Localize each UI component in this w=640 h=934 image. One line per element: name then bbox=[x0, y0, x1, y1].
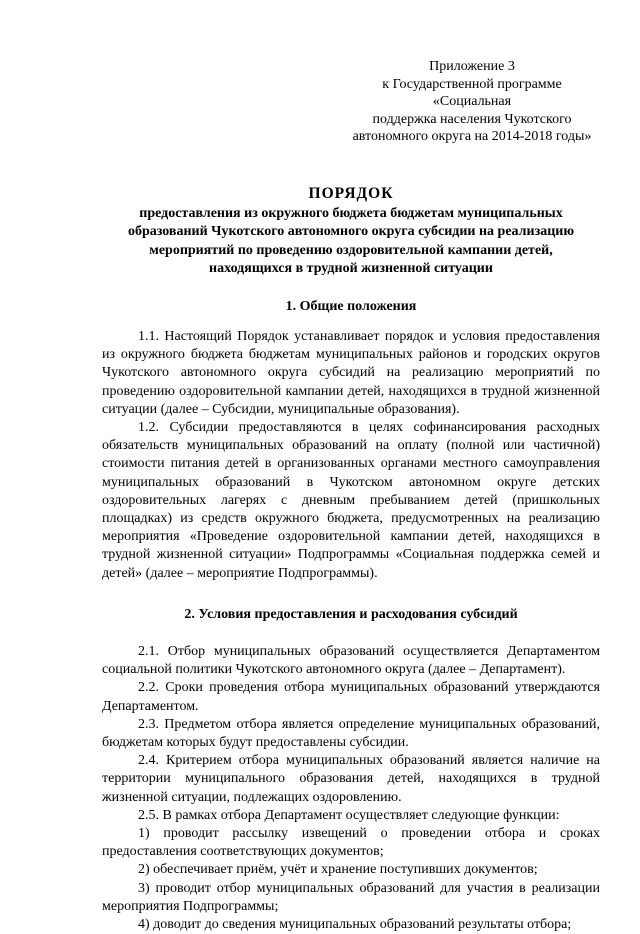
paragraph-1-1: 1.1. Настоящий Порядок устанавливает порядок и условия предоставления из окружного бюджета бюджетам муниципальных районов и городских округов Чукотского автономного округа субсидий на реализацию мероприятий по проведению оздоровительной кампании детей, находящихся в трудной жизненной ситуации (далее – Субсидии, муниципальные образования). bbox=[102, 328, 600, 417]
document-title: ПОРЯДОК bbox=[308, 184, 394, 202]
paragraph-2-1: 2.1. Отбор муниципальных образований осуществляется Департаментом социальной политики Чукотского автономного округа (далее – Департамент). bbox=[102, 643, 600, 678]
paragraph-2-2: 2.2. Сроки проведения отбора муниципальных образований утверждаются Департаментом. bbox=[102, 680, 600, 714]
appendix-line: к Государственной программе «Социальная bbox=[382, 76, 562, 109]
subtitle-line: предоставления из окружного бюджета бюджетам муниципальных bbox=[139, 205, 563, 221]
list-item-3: 3) проводит отбор муниципальных образований для участия в реализации мероприятия Подпрограммы; bbox=[102, 880, 600, 914]
subtitle-line: образований Чукотского автономного округа субсидии на реализацию bbox=[127, 224, 575, 240]
section-heading-conditions: 2. Условия предоставления и расходования субсидий bbox=[184, 606, 518, 622]
list-item-4: 4) доводит до сведения муниципальных образований результаты отбора; bbox=[138, 917, 572, 932]
appendix-line: поддержка населения Чукотского bbox=[372, 111, 572, 127]
paragraph-2-3: 2.3. Предметом отбора является определение муниципальных образований, бюджетам которых будут предоставлены субсидии. bbox=[102, 716, 600, 750]
paragraph-2-4: 2.4. Критерием отбора муниципальных образований является наличие на территории муниципального образования детей, находящихся в трудной жизненной ситуации, подлежащих оздоровлению. bbox=[102, 753, 600, 805]
section-heading-general: 1. Общие положения bbox=[285, 298, 417, 314]
subtitle-line: мероприятий по проведению оздоровительной кампании детей, bbox=[149, 242, 553, 258]
paragraph-1-2: 1.2. Субсидии предоставляются в целях софинансирования расходных обязательств муниципальных образований на оплату (полной или частичной) стоимости питания детей в организованных органами местного самоуправления муниципальных образований в Чукотском автономном округе детских оздоровительных лагерях с дневным пребыванием детей (пришкольных площадках) из средств окружного бюджета, предусмотренных на реализацию мероприятия «Проведение оздоровительной кампании детей, находящихся в трудной жизненной ситуации» Подпрограммы «Социальная поддержка семей и детей» (далее – мероприятие Подпрограммы). bbox=[102, 419, 600, 581]
list-item-2: 2) обеспечивает приём, учёт и хранение поступивших документов; bbox=[138, 862, 538, 878]
document-subtitle bbox=[102, 205, 600, 279]
paragraph-2-5: 2.5. В рамках отбора Департамент осуществляет следующие функции: bbox=[138, 807, 560, 823]
appendix-note bbox=[342, 58, 602, 146]
appendix-line: Приложение 3 bbox=[429, 59, 515, 74]
list-item-1: 1) проводит рассылку извещений о проведении отбора и сроках предоставления соответствующих документов; bbox=[102, 825, 600, 860]
appendix-line: автономного округа на 2014-2018 годы» bbox=[352, 129, 592, 144]
subtitle-line: находящихся в трудной жизненной ситуации bbox=[209, 261, 493, 277]
